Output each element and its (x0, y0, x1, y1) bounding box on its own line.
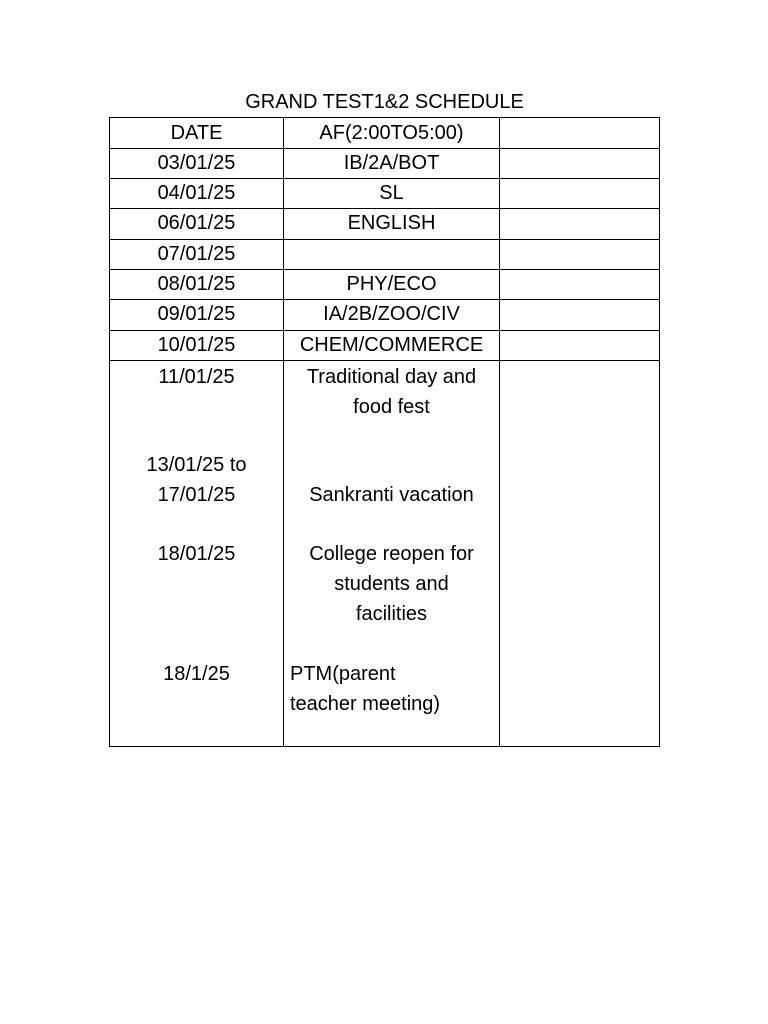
event-desc: facilities (355, 603, 428, 625)
row-date: 06/01/25 (157, 212, 236, 234)
event-desc: food fest (353, 396, 430, 418)
event-date: 13/01/25 to (146, 454, 247, 476)
row-date: 09/01/25 (157, 303, 236, 325)
row-af: ENGLISH (347, 212, 436, 234)
event-desc: Sankranti vacation (309, 484, 474, 506)
header-date: DATE (170, 122, 223, 144)
header-af: AF(2:00TO5:00) (319, 122, 464, 144)
event-desc: teacher meeting) (290, 693, 441, 715)
schedule-title: GRAND TEST1&2 SCHEDULE (245, 91, 524, 113)
row-date: 03/01/25 (157, 152, 236, 174)
row-divider (110, 360, 659, 361)
row-date: 10/01/25 (157, 334, 236, 356)
row-date: 04/01/25 (157, 182, 236, 204)
row-af: IA/2B/ZOO/CIV (323, 303, 460, 325)
event-desc: PTM(parent (290, 663, 396, 685)
row-date: 07/01/25 (157, 243, 236, 265)
event-desc: students and (334, 573, 449, 595)
event-date: 18/01/25 (157, 543, 236, 565)
event-date: 11/01/25 (158, 366, 235, 388)
row-af: IB/2A/BOT (343, 152, 440, 174)
row-af: SL (379, 182, 404, 204)
schedule-table (109, 117, 660, 747)
row-af: CHEM/COMMERCE (299, 334, 484, 356)
event-date: 17/01/25 (157, 484, 236, 506)
column-divider (499, 118, 500, 746)
event-date: 18/1/25 (163, 663, 230, 685)
event-desc: Traditional day and (306, 366, 477, 388)
row-af: PHY/ECO (346, 273, 437, 295)
row-date: 08/01/25 (157, 273, 236, 295)
event-desc: College reopen for (309, 543, 474, 565)
